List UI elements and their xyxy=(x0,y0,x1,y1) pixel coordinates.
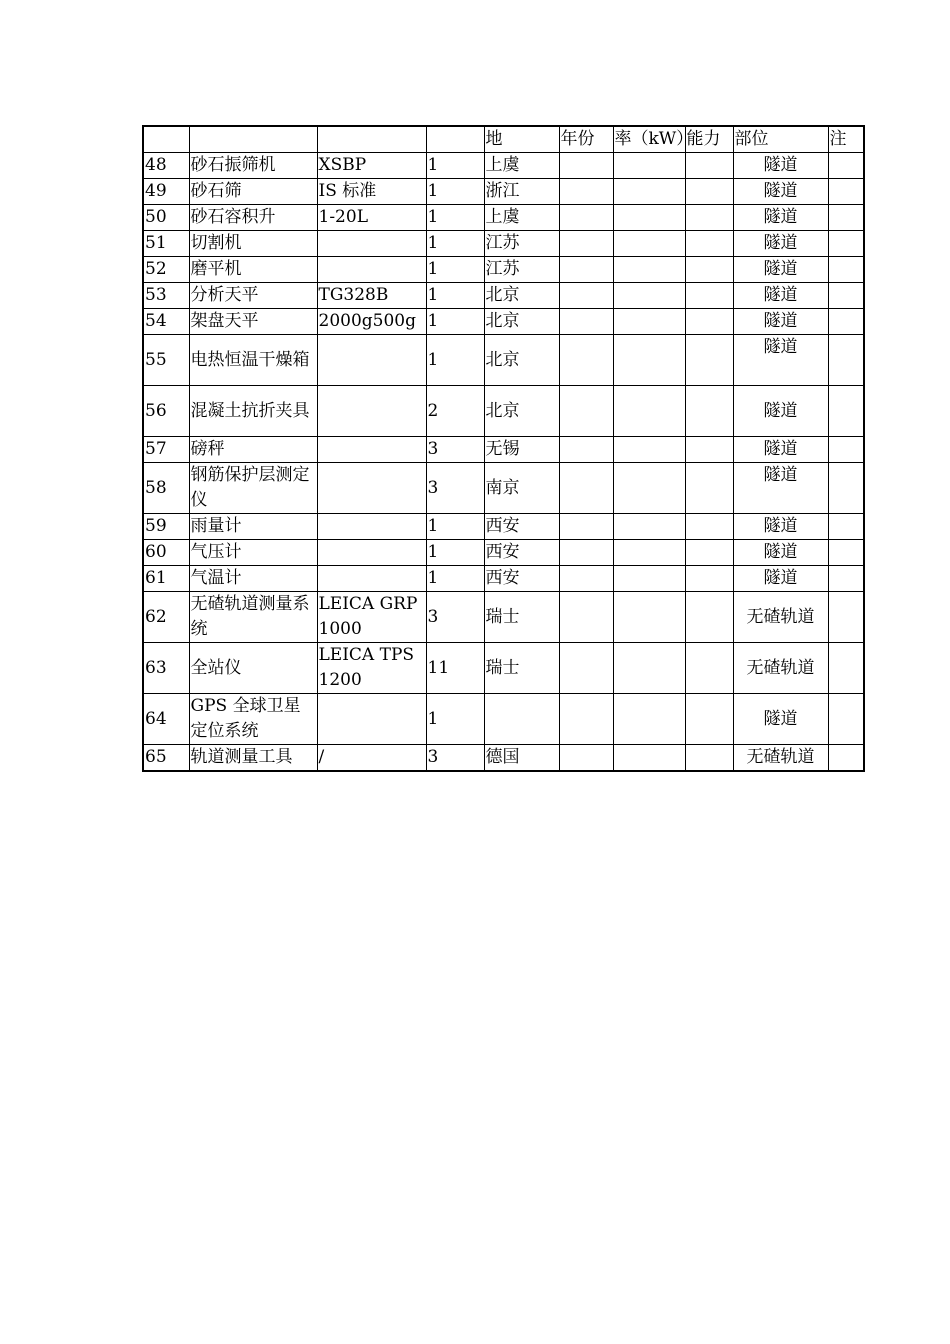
table-row xyxy=(143,592,864,643)
equipment-quantity: 3 xyxy=(426,437,484,463)
equipment-note xyxy=(828,386,864,437)
equipment-name: 钢筋保护层测定仪 xyxy=(189,463,317,514)
equipment-model xyxy=(317,566,426,592)
equipment-power xyxy=(613,745,685,772)
row-number: 58 xyxy=(143,463,189,514)
equipment-model xyxy=(317,540,426,566)
equipment-table xyxy=(142,125,865,772)
equipment-quantity: 1 xyxy=(426,335,484,386)
equipment-name: 混凝土抗折夹具 xyxy=(189,386,317,437)
equipment-power xyxy=(613,540,685,566)
equipment-origin: 北京 xyxy=(484,335,559,386)
equipment-capacity xyxy=(685,309,733,335)
equipment-quantity: 1 xyxy=(426,514,484,540)
table-row xyxy=(143,643,864,694)
equipment-location: 隧道 xyxy=(733,540,828,566)
equipment-model: 1-20L xyxy=(317,205,426,231)
equipment-year xyxy=(559,463,613,514)
header-cell-capacity: 能力 xyxy=(685,126,733,153)
equipment-power xyxy=(613,592,685,643)
table-row xyxy=(143,231,864,257)
equipment-quantity: 3 xyxy=(426,745,484,772)
equipment-year xyxy=(559,231,613,257)
equipment-note xyxy=(828,514,864,540)
equipment-year xyxy=(559,514,613,540)
equipment-origin: 德国 xyxy=(484,745,559,772)
equipment-quantity: 1 xyxy=(426,283,484,309)
equipment-name: 砂石振筛机 xyxy=(189,153,317,179)
equipment-note xyxy=(828,437,864,463)
equipment-quantity: 3 xyxy=(426,463,484,514)
equipment-name: 架盘天平 xyxy=(189,309,317,335)
equipment-power xyxy=(613,463,685,514)
equipment-note xyxy=(828,463,864,514)
equipment-note xyxy=(828,257,864,283)
equipment-capacity xyxy=(685,386,733,437)
equipment-model xyxy=(317,335,426,386)
header-cell xyxy=(143,126,189,153)
equipment-year xyxy=(559,205,613,231)
equipment-power xyxy=(613,514,685,540)
equipment-quantity: 11 xyxy=(426,643,484,694)
equipment-capacity xyxy=(685,463,733,514)
row-number: 51 xyxy=(143,231,189,257)
equipment-origin: 西安 xyxy=(484,514,559,540)
equipment-note xyxy=(828,153,864,179)
equipment-location: 隧道 xyxy=(733,463,828,514)
equipment-name: 气压计 xyxy=(189,540,317,566)
table-row xyxy=(143,335,864,386)
equipment-note xyxy=(828,179,864,205)
equipment-origin: 瑞士 xyxy=(484,592,559,643)
equipment-quantity: 1 xyxy=(426,205,484,231)
equipment-capacity xyxy=(685,643,733,694)
header-cell-location: 部位 xyxy=(733,126,828,153)
equipment-capacity xyxy=(685,592,733,643)
equipment-note xyxy=(828,335,864,386)
row-number: 49 xyxy=(143,179,189,205)
header-cell-power: 率（kW） xyxy=(613,126,685,153)
equipment-year xyxy=(559,437,613,463)
equipment-origin xyxy=(484,694,559,745)
equipment-model xyxy=(317,514,426,540)
equipment-power xyxy=(613,335,685,386)
equipment-power xyxy=(613,257,685,283)
equipment-year xyxy=(559,540,613,566)
equipment-origin: 西安 xyxy=(484,566,559,592)
equipment-note xyxy=(828,694,864,745)
equipment-origin: 西安 xyxy=(484,540,559,566)
row-number: 64 xyxy=(143,694,189,745)
equipment-name: GPS 全球卫星定位系统 xyxy=(189,694,317,745)
equipment-year xyxy=(559,694,613,745)
equipment-year xyxy=(559,592,613,643)
row-number: 62 xyxy=(143,592,189,643)
equipment-model xyxy=(317,231,426,257)
equipment-name: 磅秤 xyxy=(189,437,317,463)
equipment-location: 隧道 xyxy=(733,179,828,205)
equipment-model: IS 标准 xyxy=(317,179,426,205)
equipment-location: 隧道 xyxy=(733,514,828,540)
equipment-name: 轨道测量工具 xyxy=(189,745,317,772)
table-row xyxy=(143,694,864,745)
header-cell xyxy=(189,126,317,153)
equipment-power xyxy=(613,643,685,694)
row-number: 48 xyxy=(143,153,189,179)
equipment-note xyxy=(828,566,864,592)
equipment-name: 电热恒温干燥箱 xyxy=(189,335,317,386)
equipment-origin: 北京 xyxy=(484,386,559,437)
table-row xyxy=(143,386,864,437)
equipment-capacity xyxy=(685,540,733,566)
equipment-location: 隧道 xyxy=(733,386,828,437)
row-number: 53 xyxy=(143,283,189,309)
equipment-model xyxy=(317,257,426,283)
equipment-model: LEICA GRP1000 xyxy=(317,592,426,643)
header-cell-note: 注 xyxy=(828,126,864,153)
row-number: 50 xyxy=(143,205,189,231)
equipment-power xyxy=(613,283,685,309)
equipment-origin: 北京 xyxy=(484,283,559,309)
equipment-power xyxy=(613,437,685,463)
equipment-model xyxy=(317,694,426,745)
equipment-location: 隧道 xyxy=(733,309,828,335)
equipment-capacity xyxy=(685,437,733,463)
equipment-location: 无碴轨道 xyxy=(733,643,828,694)
equipment-year xyxy=(559,283,613,309)
equipment-origin: 上虞 xyxy=(484,153,559,179)
equipment-capacity xyxy=(685,257,733,283)
equipment-power xyxy=(613,153,685,179)
equipment-name: 分析天平 xyxy=(189,283,317,309)
equipment-name: 切割机 xyxy=(189,231,317,257)
equipment-location: 隧道 xyxy=(733,205,828,231)
row-number: 52 xyxy=(143,257,189,283)
table-row xyxy=(143,283,864,309)
row-number: 54 xyxy=(143,309,189,335)
equipment-power xyxy=(613,231,685,257)
equipment-note xyxy=(828,643,864,694)
equipment-power xyxy=(613,309,685,335)
row-number: 63 xyxy=(143,643,189,694)
equipment-power xyxy=(613,386,685,437)
equipment-quantity: 2 xyxy=(426,386,484,437)
equipment-origin: 无锡 xyxy=(484,437,559,463)
equipment-name: 全站仪 xyxy=(189,643,317,694)
equipment-quantity: 1 xyxy=(426,153,484,179)
equipment-power xyxy=(613,694,685,745)
equipment-capacity xyxy=(685,179,733,205)
equipment-year xyxy=(559,179,613,205)
equipment-origin: 上虞 xyxy=(484,205,559,231)
equipment-note xyxy=(828,231,864,257)
table-row xyxy=(143,153,864,179)
table-row xyxy=(143,540,864,566)
equipment-model: LEICA TPS1200 xyxy=(317,643,426,694)
equipment-location: 隧道 xyxy=(733,231,828,257)
equipment-year xyxy=(559,257,613,283)
equipment-quantity: 1 xyxy=(426,309,484,335)
row-number: 55 xyxy=(143,335,189,386)
equipment-name: 砂石容积升 xyxy=(189,205,317,231)
equipment-year xyxy=(559,745,613,772)
equipment-quantity: 1 xyxy=(426,179,484,205)
row-number: 59 xyxy=(143,514,189,540)
equipment-origin: 瑞士 xyxy=(484,643,559,694)
header-cell xyxy=(426,126,484,153)
row-number: 65 xyxy=(143,745,189,772)
equipment-note xyxy=(828,745,864,772)
equipment-quantity: 1 xyxy=(426,231,484,257)
equipment-power xyxy=(613,205,685,231)
equipment-year xyxy=(559,643,613,694)
equipment-location: 无碴轨道 xyxy=(733,592,828,643)
table-row xyxy=(143,745,864,772)
header-cell xyxy=(317,126,426,153)
equipment-origin: 浙江 xyxy=(484,179,559,205)
equipment-location: 隧道 xyxy=(733,257,828,283)
equipment-note xyxy=(828,540,864,566)
table-row xyxy=(143,566,864,592)
equipment-location: 无碴轨道 xyxy=(733,745,828,772)
equipment-model xyxy=(317,437,426,463)
header-cell-origin: 地 xyxy=(484,126,559,153)
table-row xyxy=(143,257,864,283)
equipment-year xyxy=(559,335,613,386)
equipment-origin: 南京 xyxy=(484,463,559,514)
equipment-capacity xyxy=(685,231,733,257)
equipment-capacity xyxy=(685,694,733,745)
equipment-model: 2000g500g xyxy=(317,309,426,335)
equipment-model: / xyxy=(317,745,426,772)
equipment-location: 隧道 xyxy=(733,153,828,179)
equipment-note xyxy=(828,283,864,309)
equipment-model xyxy=(317,386,426,437)
table-row xyxy=(143,205,864,231)
equipment-name: 气温计 xyxy=(189,566,317,592)
equipment-name: 雨量计 xyxy=(189,514,317,540)
row-number: 61 xyxy=(143,566,189,592)
equipment-note xyxy=(828,205,864,231)
equipment-year xyxy=(559,566,613,592)
equipment-power xyxy=(613,179,685,205)
equipment-model: XSBP xyxy=(317,153,426,179)
equipment-name: 无碴轨道测量系统 xyxy=(189,592,317,643)
row-number: 56 xyxy=(143,386,189,437)
header-row xyxy=(143,126,864,153)
equipment-model xyxy=(317,463,426,514)
equipment-quantity: 3 xyxy=(426,592,484,643)
equipment-capacity xyxy=(685,205,733,231)
equipment-quantity: 1 xyxy=(426,694,484,745)
equipment-location: 隧道 xyxy=(733,694,828,745)
table-row xyxy=(143,309,864,335)
equipment-origin: 江苏 xyxy=(484,257,559,283)
row-number: 57 xyxy=(143,437,189,463)
row-number: 60 xyxy=(143,540,189,566)
equipment-location: 隧道 xyxy=(733,335,828,386)
equipment-location: 隧道 xyxy=(733,566,828,592)
equipment-location: 隧道 xyxy=(733,283,828,309)
equipment-capacity xyxy=(685,745,733,772)
table-row xyxy=(143,437,864,463)
header-cell-year: 年份 xyxy=(559,126,613,153)
equipment-quantity: 1 xyxy=(426,257,484,283)
equipment-quantity: 1 xyxy=(426,540,484,566)
equipment-capacity xyxy=(685,153,733,179)
equipment-year xyxy=(559,153,613,179)
equipment-capacity xyxy=(685,283,733,309)
equipment-location: 隧道 xyxy=(733,437,828,463)
equipment-name: 砂石筛 xyxy=(189,179,317,205)
equipment-note xyxy=(828,309,864,335)
equipment-origin: 北京 xyxy=(484,309,559,335)
equipment-model: TG328B xyxy=(317,283,426,309)
equipment-note xyxy=(828,592,864,643)
equipment-capacity xyxy=(685,335,733,386)
equipment-capacity xyxy=(685,566,733,592)
equipment-year xyxy=(559,386,613,437)
equipment-year xyxy=(559,309,613,335)
table-row xyxy=(143,179,864,205)
equipment-quantity: 1 xyxy=(426,566,484,592)
equipment-origin: 江苏 xyxy=(484,231,559,257)
equipment-name: 磨平机 xyxy=(189,257,317,283)
table-row xyxy=(143,463,864,514)
equipment-power xyxy=(613,566,685,592)
equipment-capacity xyxy=(685,514,733,540)
table-row xyxy=(143,514,864,540)
